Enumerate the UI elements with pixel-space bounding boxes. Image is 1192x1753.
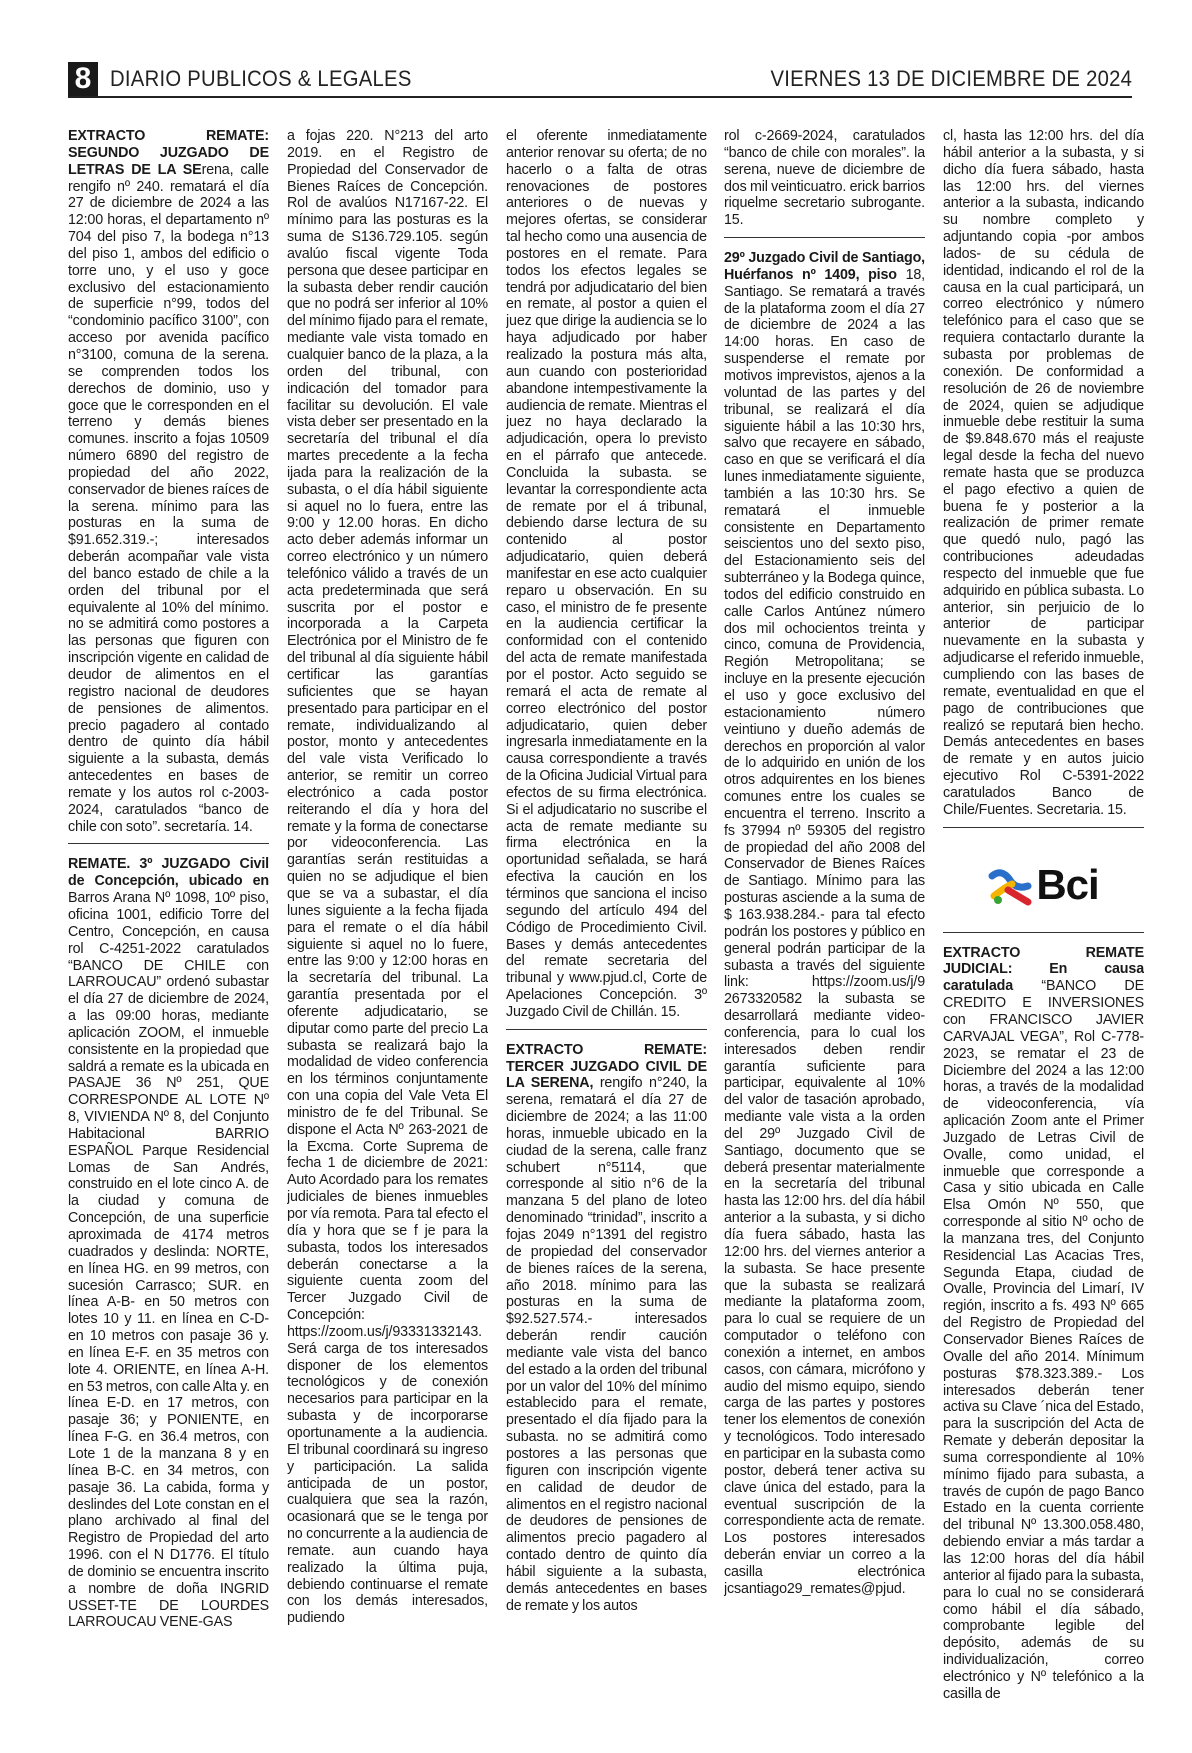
notice-body: cl, hasta las 12:00 hrs. del día hábil anterior a la subasta, y si dicho día fuera sábado, hasta las 12:00 hrs. del viernes anterior a la subasta, indicando su nombre completo y adjuntando copia -por ambos lados- de su cédula de identidad, indicando el rol de la causa en la cual participará, un correo electrónico y número telefónico para el caso que se requiera contactarlo durante la subasta por problemas de conexión. De conformidad a resolución de 26 de noviembre de 2024, quien se adjudique inmueble debe restituir la suma de $9.848.670 más el reajuste legal desde la fecha del nuevo remate hasta que se produzca el pago efectivo a quien de buena fe y posterior a la realización de primer remate que quedó nulo, pagó las contribuciones adeudadas respecto del inmueble que fue adquirido en pública subasta. Lo anterior, sin perjuicio de lo anterior de participar nuevamente en la subasta y adjudicarse el referido inmueble, cumpliendo con las bases de remate, eventualidad en que el pago de contribuciones que realizó se reputará bien hecho. Demás antecedentes en bases de remate y en autos juicio ejecutivo Rol C-5391-2022 caratulados Banco de Chile/Fuentes. Secretaria. 15. <box>943 128 1144 818</box>
notice-body: el oferente inmediatamente anterior renovar su oferta; de no hacerlo o a falta de otras renovaciones de postores anteriores o de nuevas y mejores ofertas, se considerar tal hecho como una ausencia de postores en el remate. Para todos los efectos legales se tendrá por adjudicatario del bien en remate, al postor a quien el juez que dirige la audiencia se lo haya adjudicado por haber realizado la postura más alta, aun cuando con posterioridad abandone intempestivamente la audiencia de remate. Mientras el juez no haya declarado la adjudicación, opera lo previsto en el párrafo que antecede. Concluida la subasta. se levantar la correspondiente acta de remate por el á tribunal, debiendo darse lectura de su contenido al postor adjudicatario, quien deberá manifestar en ese acto cualquier reparo u observación. En su caso, el ministro de fe presente en la audiencia certificar la conformidad con el contenido del acta de remate manifestada por el postor. Acto seguido se remará el acta de remate al correo electrónico del postor adjudicatario, quien deber ingresarla inmediatamente en la causa correspondiente a través de la Oficina Judicial Virtual para efectos de su firma electrónica. Si el adjudicatario no suscribe el acta de remate mediante su firma electrónica en la oportunidad señalada, se hará efectiva la caución en los términos que sanciona el inciso segundo del artículo 494 del Código de Procedimiento Civil. Bases y demás antecedentes del remate secretaria del tribunal y www.pjud.cl, Corte de Apelaciones Concepción. 3º Juzgado Civil de Chillán. 15. <box>506 128 707 1020</box>
masthead <box>68 62 1132 98</box>
notice-body: rengifo n°240, la serena, rematará el día 27 de diciembre de 2024; a las 11:00 horas, inmueble ubicado en la ciudad de la serena, calle franz schubert n°5114, que corresponde al sitio n°6 de la manzana 5 del plano de loteo denominado “trinidad”, inscrito a fojas 2049 n°1391 del registro de propiedad del conservador de bienes raíces de la serena, año 2018. mínimo para las posturas en la suma de $92.527.574.- interesados deberán rendir caución mediante vale vista del banco del estado a la orden del tribunal por un valor del 10% del mínimo establecido para el remate, presentado el día fijado para la subasta. no se admitirá como postores a las personas que figuren con inscripción vigente en calidad de deudor de alimentos en el registro nacional de deudores de pensiones de alimentos precio pagadero al contado dentro de quinto día hábil siguiente a la subasta, demás antecedentes en bases de remate y los autos <box>506 1075 707 1614</box>
legal-notice <box>68 856 269 1639</box>
legal-notice <box>506 1042 707 1623</box>
legal-notice <box>724 128 925 238</box>
page-number: 8 <box>68 62 98 96</box>
notice-title: REMATE. 3º JUZGADO Civil de Concepción, ubicado en <box>68 856 269 890</box>
notice-title: EXTRACTO REMATE: TERCER JUZGADO CIVIL DE LA SERENA, <box>506 1041 707 1092</box>
notice-body: a fojas 220. N°213 del arto 2019. en el Registro de Propiedad del Conservador de Bienes Raíces de Concepción. Rol de avalúos N17167-22. El mínimo para las posturas es la suma de S136.729.105. según avalúo fiscal vigente Toda persona que desee participar en la subasta deber rendir caución que no podrá ser inferior al 10% del mínimo fijado para el remate, mediante vale vista tomado en cualquier banco de la plaza, a la orden del tribunal, con indicación del tomador para facilitar su devolución. El vale vista deber ser presentado en la secretaría del tribunal el día martes precedente a la fecha ijada para la realización de la subasta, o el día hábil siguiente si aquel no lo fuera, entre las 9:00 y 12.00 horas. En dicho acto deber además informar un correo electrónico y un número telefónico válido a través de un acta predeterminada que será suscrita por el postor e incorporada a la Carpeta Electrónica por el Ministro de fe del tribunal al día siguiente hábil certificar las garantías suficientes que se hayan presentado para participar en el remate, individualizando al postor, monto y antecedentes del vale vista Verificado lo anterior, se remitir un correo electrónico a cada postor reiterando el día y hora del remate y la forma de conectarse por videoconferencia. Las garantías serán restituidas a quien no se adjudique el bien que se va a subastar, el día lunes siguiente a la fecha fijada para el remate o el día hábil siguiente si aquel no lo fuere, entre las 9:00 y 12:00 horas en la secretaría del tribunal. La garantía presentada por el oferente adjudicatario, se diputar como parte del precio La subasta se realizará bajo la modalidad de video conferencia en los términos conjuntamente con una copia del Vale Veta El ministro de fe del Tribunal. Se dispone el Acta Nº 263-2021 de la Excma. Corte Suprema de fecha 1 de diciembre de 2021: Auto Acordado para los remates judiciales de bienes inmuebles por vía remota. Para tal efecto el día y hora que se f je para la subasta, todos los interesados deberán conectarse a la siguiente cuenta zoom del Tercer Juzgado Civil de Concepción: https://zoom.us/j/93331332143. Será carga de tos interesados disponer de los elementos tecnológicos y de conexión necesarios para participar en la subasta y de incorporarse oportunamente a la audiencia. El tribunal coordinará su ingreso y participación. La salida anticipada de un postor, cualquiera que sea la razón, ocasionará que se le tenga por no concurrente a la audiencia de remate. aun cuando haya realizado la última puja, debiendo continuarse el remate con los demás interesados, pudiendo <box>287 128 488 1627</box>
column-5 <box>943 128 1144 1740</box>
notice-body: Barros Arana Nº 1098, 10º piso, oficina 1001, edificio Torre del Centro, Concepción, en causa rol C-4251-2022 caratulados “BANCO DE CHILE con LARROUCAU” ordenó subastar el día 27 de diciembre de 2024, a las 09:00 horas, mediante aplicación ZOOM, el inmueble consistente en la propiedad que saldrá a remate es la ubicada en PASAJE 36 Nº 251, QUE CORRESPONDE AL LOTE Nº 8, VIVIENDA Nº 8, del Conjunto Habitacional BARRIO ESPAÑOL Parque Residencial Lomas de San Andrés, construido en el lote cinco A. de la ciudad y comuna de Concepción, de una superficie aproximada de 4174 metros cuadrados y deslinda: NORTE, en línea HG. en 99 metros, con sucesión Carrasco; SUR. en línea A-B- en 50 metros con lotes 10 y 11. en línea en C-D- en 10 metros con pasaje 36 y. en línea E-F. en 35 metros con lote 4. ORIENTE, en línea A-H. en 53 metros, con calle Alta y. en línea E-D. en 17 metros, con pasaje 36; y PONIENTE, en línea F-G. en 36.4 metros, con Lote 1 de la manzana 8 y en línea B-C. en 34 metros, con pasaje 36. La cabida, forma y deslindes del Lote constan en el plano archivado al final del Registro de Propiedad del arto 1996. con el N D1776. El título de dominio se encuentra inscrito a nombre de doña INGRID USSET-TE DE LOURDES LARROUCAU VENE-GAS <box>68 890 269 1631</box>
notice-body: 18, Santiago. Se rematará a través de la plataforma zoom el día 27 de diciembre de 2024 a las 14:00 horas. En caso de suspenderse el remate por motivos imprevistos, ajenos a la voluntad de las partes y del tribunal, se realizará el día siguiente hábil a las 10:30 hrs, salvo que recayere en sábado, caso en que se verificará el día lunes inmediatamente siguiente, también a las 10:30 hrs. Se rematará el inmueble consistente en Departamento seiscientos uno del sexto piso, del Estacionamiento seis del subterráneo y la Bodega quince, todos del edificio construido en calle Carlos Antúnez número dos mil ochocientos treinta y cinco, comuna de Providencia, Región Metropolitana; se incluye en la presente ejecución el uso y goce exclusivo del estacionamiento número veintiuno y dueño además de derechos en proporción al valor de lo adquirido en unión de los otros adquirentes en los bienes comunes entre los cuales se encuentra el terreno. Inscrito a fs 37994 nº 59305 del registro de propiedad del año 2008 del Conservador de Bienes Raíces de Santiago. Mínimo para las posturas asciende a la suma de $ 163.938.284.- para tal efecto podrán los postores y público en general podrán participar de la subasta a través del siguiente link: https://zoom.us/j/9 2673320582 la subasta se desarrollará mediante video-conferencia, para lo cual los interesados deben rendir garantía suficiente para participar, equivalente al 10% del valor de tasación aprobado, mediante vale vista a la orden del 29º Juzgado Civil de Santiago, documento que se deberá presentar materialmente en la secretaría del tribunal hasta las 12:00 hrs. del día hábil anterior a la subasta, y si dicho día fuera sábado, hasta las 12:00 hrs. del viernes anterior a la subasta. Se hace presente que la subasta se realizará mediante la plataforma zoom, para lo cual se requiere de un computador o teléfono con conexión a internet, en ambos casos, con cámara, micrófono y audio del mismo equipo, siendo carga de las partes y postores tener los elementos de conexión y tecnológicos. Todo interesado en participar en la subasta como postor, deberá tener activa su clave única del estado, para la eventual suscripción de la correspondiente acta de remate. Los postores interesados deberán enviar un correo a la casilla electrónica jcsantiago29_remates@pjud. <box>724 266 925 1597</box>
legal-notice <box>287 128 488 1635</box>
publication-title: DIARIO PUBLICOS & LEGALES <box>110 66 412 91</box>
legal-notice <box>724 250 925 1606</box>
notice-body: rol c-2669-2024, caratulados “banco de chile con morales”. la serena, nueve de diciembre de dos mil veinticuatro. erick barrios riquelme secretario subrogante. 15. <box>724 128 925 229</box>
bci-mark-icon <box>988 866 1032 906</box>
notice-body: rena, calle rengifo nº 240. rematará el día 27 de diciembre de 2024 a las 12:00 horas, el departamento nº 704 del piso 7, la bodega n°13 del piso 1, ambos del edificio o torre uno, y el uso y goce exclusivo del estacionamiento de superficie n°99, todos del “condominio pacífico 3100”, con acceso por avenida pacífico n°3100, comuna de la serena. se comprenden todos los derechos de dominio, uso y goce que le corresponden en el terreno y demás bienes comunes. inscrito a fojas 10509 número 6890 del registro de propiedad del año 2022, conservador de bienes raíces de la serena. mínimo para las posturas en la suma de $91.652.319.-; interesados deberán acompañar vale vista del banco estado de chile a la orden del tribunal por el equivalente al 10% del mínimo. no se admitirá como postores a las personas que figuren con inscripción vigente en calidad de deudor de alimentos en el registro nacional de deudores de pensiones de alimentos. precio pagadero al contado dentro de quinto día hábil siguiente a la subasta, demás antecedentes en bases de remate y los autos rol c-2003-2024, caratulados “banco de chile con soto”. secretaría. 14. <box>68 161 269 835</box>
notice-title: 29º Juzgado Civil de Santiago, Huérfanos nº 1409, piso <box>724 250 925 283</box>
notice-body: “BANCO DE CREDITO E INVERSIONES con FRANCISCO JAVIER CARVAJAL VEGA”, Rol C-778-2023, se rematar el 23 de Diciembre del 2024 a las 12:00 horas, a través de la modalidad de videoconferencia, vía aplicación Zoom ante el Primer Juzgado de Letras Civil de Ovalle, como unidad, el inmueble que corresponde a Casa y sitio ubicada en Calle Elsa Omón Nº 550, que corresponde al sitio Nº ocho de la manzana tres, del Conjunto Residencial Las Acacias Tres, Segunda Etapa, ciudad de Ovalle, Provincia del Limarí, IV región, inscrito a fs. 493 Nº 665 del Registro de Propiedad del Conservador Bienes Raíces de Ovalle del año 2014. Mínimum posturas $78.323.389.- Los interesados deberán tener activa su Clave ´nica del Estado, para la suscripción del Acta de Remate y deberán depositar la suma correspondiente al 10% mínimo fijado para subasta, a través de cupón de pago Banco Estado en la cuenta corriente del tribunal Nº 13.300.058.480, debiendo enviar a más tardar a las 12:00 horas del día hábil anterior al fijado para la subasta, para lo cual no se considerará como hábil el día sábado, comprobante legible del depósito, además de su individualización, correo electrónico y Nº telefónico a la casilla de <box>943 978 1144 1702</box>
column-3 <box>506 128 707 1740</box>
column-1 <box>68 128 269 1740</box>
issue-date: VIERNES 13 DE DICIEMBRE DE 2024 <box>770 66 1132 91</box>
legal-notice <box>943 945 1144 1711</box>
notice-title: EXTRACTO REMATE JUDICIAL: En causa caratulada <box>943 944 1144 995</box>
bci-wordmark: Bci <box>1036 861 1099 909</box>
legal-notice <box>943 128 1144 828</box>
legal-notice <box>68 128 269 844</box>
column-2 <box>287 128 488 1740</box>
notice-title: EXTRACTO REMATE: SEGUNDO JUZGADO DE LETRAS DE LA SE <box>68 128 269 178</box>
legal-notice <box>506 128 707 1030</box>
bci-logo <box>943 840 1144 933</box>
column-4 <box>724 128 925 1740</box>
